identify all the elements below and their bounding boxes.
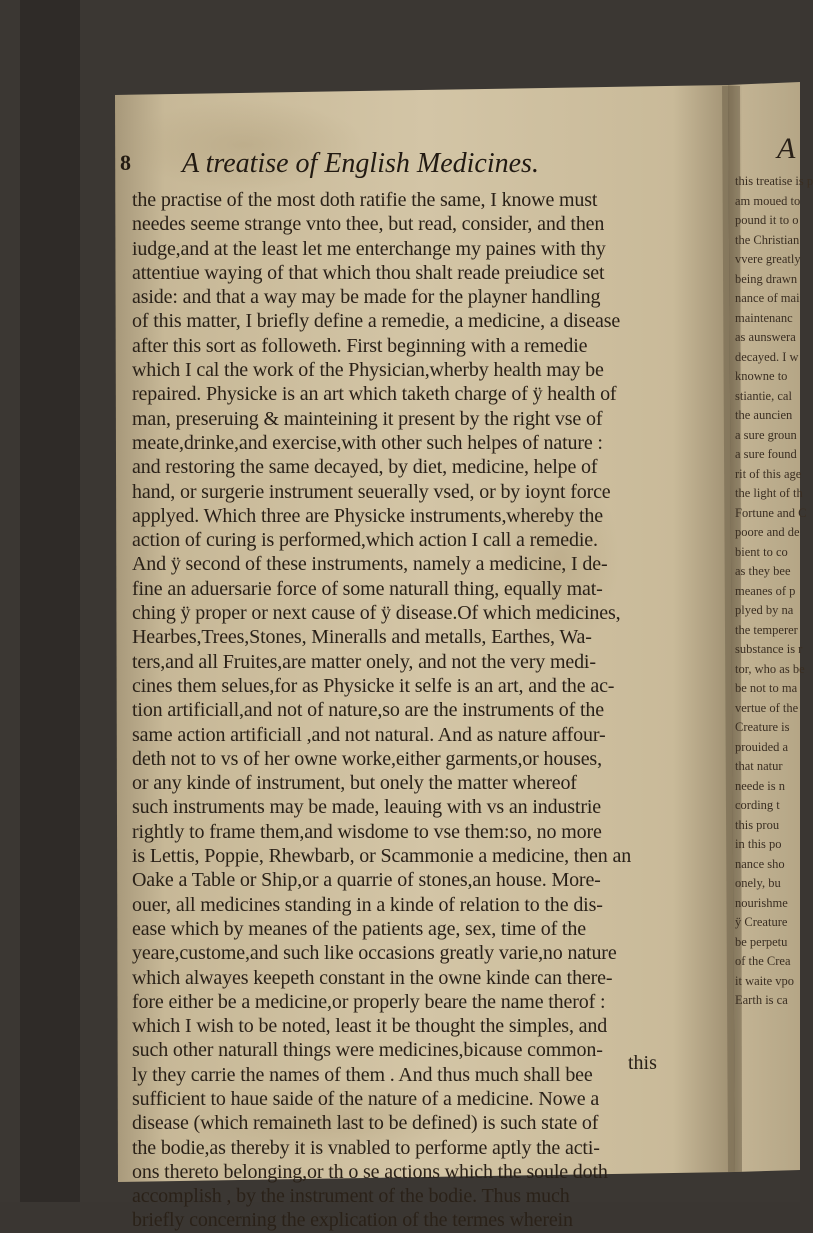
- text-line: aside: and that a way may be made for the playner handling: [132, 286, 601, 309]
- facing-text-line: it waite vpo: [735, 973, 795, 988]
- facing-text-line: nance of mai: [735, 291, 800, 305]
- text-line: the practise of the most doth ratifie the same, I knowe must: [132, 189, 598, 211]
- facing-text-line: rit of this age: [735, 466, 802, 481]
- facing-text-line: onely, bu: [735, 876, 781, 890]
- facing-text-line: as they bee: [735, 564, 791, 578]
- text-line: ons thereto belonging,or th o se actions which the soule doth: [132, 1160, 608, 1183]
- text-line: such other naturall things were medicines,bicause common-: [132, 1039, 603, 1062]
- page-number: 8: [120, 150, 131, 175]
- facing-text-line: neede is n: [735, 778, 785, 793]
- facing-text-line: vertue of the: [735, 700, 799, 715]
- facing-text-line: a sure found: [735, 447, 797, 461]
- facing-text-line: the temperer: [735, 622, 798, 637]
- text-line: which I wish to be noted, least it be thought the simples, and: [132, 1015, 608, 1038]
- text-line: and restoring the same decayed, by diet, medicine, helpe of: [132, 456, 598, 479]
- facing-text-line: poore and de: [735, 525, 800, 539]
- facing-text-line: of the Crea: [735, 954, 791, 968]
- text-line: of this matter, I briefly define a remedie, a medicine, a disease: [132, 310, 621, 333]
- text-line: ease which by meanes of the patients age, sex, time of the: [132, 917, 586, 940]
- facing-text-line: bient to co: [735, 544, 788, 559]
- catchword: this: [628, 1052, 657, 1074]
- facing-text-line: a sure groun: [735, 427, 797, 442]
- text-line: ly they carrie the names of them . And thus much shall bee: [132, 1063, 593, 1086]
- running-title: A treatise of English Medicines.: [182, 148, 539, 179]
- text-line: And ÿ second of these instruments, namely a medicine, I de-: [132, 553, 608, 576]
- facing-text-line: Creature is: [735, 720, 790, 734]
- text-line: hand, or surgerie instrument seuerally vsed, or by ioynt force: [132, 480, 611, 503]
- text-line: rightly to frame them,and wisdome to vse them:so, no more: [132, 820, 602, 843]
- text-line: the bodie,as thereby it is vnabled to performe aptly the acti-: [132, 1136, 600, 1159]
- text-line: after this sort as followeth. First beginning with a remedie: [132, 334, 588, 357]
- body-text: [132, 188, 677, 1233]
- text-line: action of curing is performed,which action I call a remedie.: [132, 529, 598, 552]
- text-line: Oake a Table or Ship,or a quarrie of stones,an house. More-: [132, 869, 601, 892]
- facing-text-line: nance sho: [735, 856, 785, 871]
- facing-page-lines: [735, 172, 813, 1011]
- text-line: man, preseruing & mainteining it present by the right vse of: [132, 407, 603, 430]
- text-line: meate,drinke,and exercise,with other such helpes of nature :: [132, 431, 603, 454]
- facing-text-line: knowne to: [735, 369, 788, 383]
- text-line: applyed. Which three are Physicke instruments,whereby the: [132, 504, 603, 527]
- facing-text-line: Earth is ca: [735, 993, 788, 1007]
- text-line: is Lettis, Poppie, Rhewbarb, or Scammonie a medicine, then an: [132, 845, 632, 868]
- facing-text-line: in this po: [735, 837, 782, 851]
- facing-text-line: prouided a: [735, 739, 789, 754]
- text-line: fine an aduersarie force of some naturall thing, equally mat-: [132, 577, 603, 600]
- text-line: accomplish , by the instrument of the bodie. Thus much: [132, 1185, 570, 1208]
- facing-text-line: stiantie, cal: [735, 388, 792, 403]
- facing-text-line: as aunswera: [735, 330, 796, 344]
- text-line: Hearbes,Trees,Stones, Mineralls and metalls, Earthes, Wa-: [132, 626, 592, 649]
- text-line: ouer, all medicines standing in a kinde of relation to the dis-: [132, 893, 603, 916]
- text-line: repaired. Physicke is an art which taketh charge of ÿ health of: [132, 383, 617, 406]
- facing-text-line: this prou: [735, 817, 780, 832]
- facing-text-line: pound it to o: [735, 213, 799, 227]
- facing-page-title: A: [777, 132, 796, 165]
- facing-text-line: ÿ Creature: [735, 915, 788, 929]
- text-line: cines them selues,for as Physicke it selfe is an art, and the ac-: [132, 674, 615, 697]
- text-line: disease (which remaineth last to be defined) is such state of: [132, 1112, 599, 1135]
- text-line: briefly concerning the explication of the termes wherein: [132, 1209, 573, 1232]
- facing-page-fragment: [735, 120, 813, 1130]
- facing-text-line: this treatise is p: [735, 174, 813, 188]
- text-line: attentiue waying of that which thou shalt reade preiudice set: [132, 261, 605, 284]
- facing-text-line: cording t: [735, 798, 780, 812]
- text-line: tion artificiall,and not of nature,so are the instruments of the: [132, 699, 604, 722]
- facing-text-line: vvere greatly: [735, 252, 801, 266]
- text-line: ching ÿ proper or next cause of ÿ disease.Of which medicines,: [132, 602, 621, 625]
- facing-text-line: the light of th: [735, 486, 803, 500]
- facing-text-line: tor, who as be: [735, 661, 805, 676]
- facing-text-line: be perpetu: [735, 934, 788, 949]
- text-line: or any kinde of instrument, but onely the matter whereof: [132, 772, 577, 795]
- facing-text-line: maintenanc: [735, 310, 793, 325]
- facing-text-line: that natur: [735, 759, 783, 773]
- facing-text-line: decayed. I w: [735, 349, 799, 364]
- running-header: [120, 150, 600, 190]
- text-line: fore either be a medicine,or properly beare the name therof :: [132, 990, 606, 1013]
- text-line: sufficient to haue saide of the nature of a medicine. Nowe a: [132, 1087, 600, 1110]
- facing-text-line: the auncien: [735, 408, 793, 422]
- facing-text-line: substance is r: [735, 642, 803, 656]
- text-line: yeare,custome,and such like occasions greatly varie,no nature: [132, 942, 617, 965]
- text-line: which alwayes keepeth constant in the owne kinde can there-: [132, 966, 613, 989]
- facing-text-line: being drawn: [735, 271, 798, 286]
- text-line: which I cal the work of the Physician,wherby health may be: [132, 359, 604, 382]
- facing-text-line: meanes of p: [735, 583, 796, 598]
- text-line: needes seeme strange vnto thee, but read, consider, and then: [132, 213, 605, 236]
- facing-text-line: Fortune and C: [735, 505, 807, 520]
- facing-text-line: am moued to: [735, 193, 801, 208]
- text-line: deth not to vs of her owne worke,either garments,or houses,: [132, 747, 602, 770]
- text-line: ters,and all Fruites,are matter onely, and not the very medi-: [132, 650, 596, 673]
- text-line: such instruments may be made, leauing with vs an industrie: [132, 796, 601, 819]
- facing-text-line: be not to ma: [735, 681, 798, 695]
- text-line: iudge,and at the least let me enterchange my paines with thy: [132, 237, 606, 260]
- facing-text-line: plyed by na: [735, 603, 794, 617]
- facing-text-line: nourishme: [735, 895, 788, 910]
- facing-text-line: the Christian: [735, 232, 800, 247]
- text-line: same action artificiall ,and not natural. And as nature affour-: [132, 723, 606, 746]
